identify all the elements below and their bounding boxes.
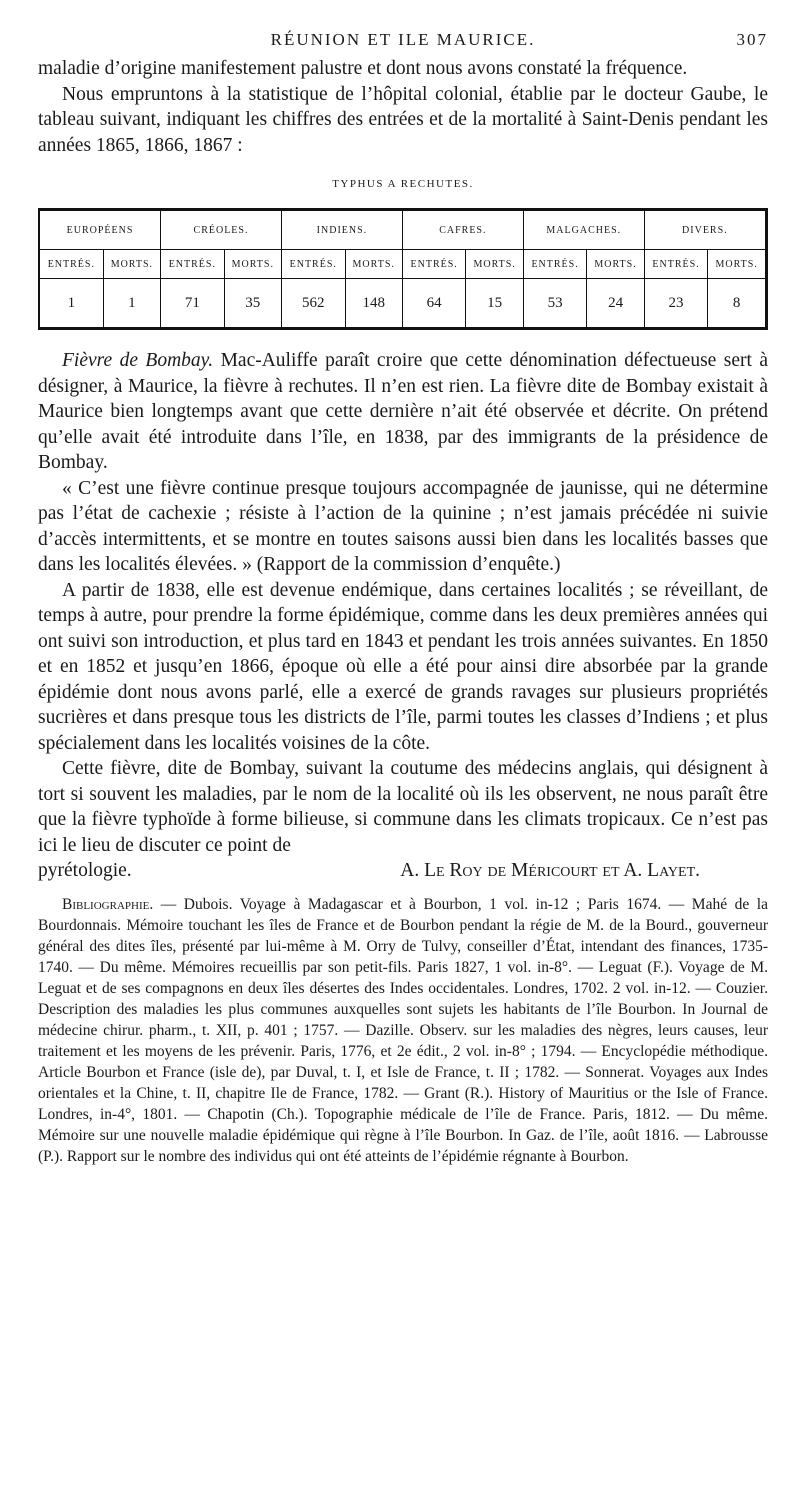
- table-cell: 53: [523, 279, 587, 329]
- paragraph-continuation: maladie d’origine manifestement palustre et dont nous avons constaté la fréquence.: [38, 58, 688, 79]
- section-heading: Fièvre de Bombay.: [62, 350, 214, 371]
- column-group: CAFRES.: [402, 210, 523, 250]
- table-subheader-row: [39, 250, 767, 279]
- column-header-morts: MORTS.: [708, 250, 767, 279]
- column-group: EUROPÉENS: [39, 210, 161, 250]
- column-header-morts: MORTS.: [587, 250, 644, 279]
- bibliography: [38, 894, 768, 1167]
- paragraph-fievre-bombay: [38, 348, 768, 476]
- paragraph-endemic: A partir de 1838, elle est devenue endémique, dans certaines localités ; se réveillant, de temps à autre, pour prendre la forme épidémique, comme dans les deux premières années qui ont suivi son introduction, et plus tard en 1843 et pendant les trois années suivantes. En 1850 et en 1852 et jusqu’en 1866, époque où elle a été pour ainsi dire absorbée par la grande épidémie dont nous avons parlé, elle a exercé de grands ravages sur plusieurs propriétés sucrières et dans presque tous les districts de l’île, parmi toutes les classes d’Indiens ; et plus spécialement dans les localités voisines de la côte.: [38, 579, 768, 754]
- paragraph-text: Mac-Auliffe paraît croire que cette dénomination défectueuse sert à désigner, à Maurice, la fièvre à rechutes. Il n’en est rien. La fièvre dite de Bombay existait à Maurice bien longtemps avant que cette dernière n’ait été observée et décrite. On prétend qu’elle avait été introduite dans l’île, en 1838, par des immigrants de la présidence de Bombay.: [38, 350, 769, 473]
- bibliography-text: — Dubois. Voyage à Madagascar et à Bourbon, 1 vol. in-12 ; Paris 1674. — Mahé de la Bourdonnais. Mémoire touchant les îles de France et de Bourbon pendant la régie de M. de la Bourd., gouverneur général des dites îles, présenté par lui-même à M. Orry de Tulvy, conseiller d’État, intendant des finances, 1735-1740. — Du même. Mémoires recueillis par son petit-fils. Paris 1827, 1 vol. in-8°. — Leguat (F.). Voyage de M. Leguat et de ses compagnons en deux îles désertes des Indes occidentales. Londres, 1702. 2 vol. in-12. — Couzier. Description des maladies les plus communes auxquelles sont sujets les habitants de l’île Bourbon. In Journal de médecine chirur. pharm., t. XII, p. 401 ; 1757. — Dazille. Observ. sur les maladies des nègres, leurs causes, leur traitement et les moyens de les prévenir. Paris, 1776, et 2e édit., 2 vol. in-8° ; 1794. — Encyclopédie méthodique. Article Bourbon et France (isle de), par Duval, t. I, et Isle de France, t. II ; 1782. — Sonnerat. Voyages aux Indes orientales et la Chine, t. II, chapitre Ile de France, 1782. — Grant (R.). History of Mauritius or the Isle of France. Londres, in-4°, 1801. — Chapotin (Ch.). Topographie médicale de l’île de France. Paris, 1812. — Du même. Mémoire sur une nouvelle maladie épidémique qui règne à l’île Bourbon. In Gaz. de l’île, août 1816. — Labrousse (P.). Rapport sur le nombre des individus qui ont été atteints de l’épidémie régnante à Bourbon.: [38, 895, 768, 1165]
- column-header-entres: ENTRÉS.: [402, 250, 466, 279]
- column-header-entres: ENTRÉS.: [644, 250, 708, 279]
- column-group: DIVERS.: [644, 210, 766, 250]
- document-page: [38, 30, 768, 1167]
- column-header-entres: ENTRÉS.: [523, 250, 587, 279]
- running-title: RÉUNION ET ILE MAURICE.: [270, 30, 536, 49]
- bibliography-label: Bibliographie.: [62, 895, 154, 913]
- column-header-entres: ENTRÉS.: [281, 250, 345, 279]
- column-group: INDIENS.: [281, 210, 402, 250]
- running-header: [38, 30, 768, 56]
- page-number: 307: [736, 30, 768, 49]
- signature-line: [38, 858, 768, 884]
- table-cell: 148: [345, 279, 402, 329]
- table-title: TYPHUS A RECHUTES.: [332, 178, 474, 190]
- column-header-morts: MORTS.: [466, 250, 523, 279]
- column-header-entres: ENTRÉS.: [161, 250, 225, 279]
- bibliography-paragraph: [38, 894, 768, 1167]
- table-cell: 15: [466, 279, 523, 329]
- column-header-morts: MORTS.: [345, 250, 402, 279]
- paragraph-intro-table: Nous empruntons à la statistique de l’hôpital colonial, établie par le docteur Gaube, le tableau suivant, indiquant les chiffres des entrées et de la mortalité à Saint-Denis pendant les années 1865, 1866, 1867 :: [38, 83, 768, 156]
- column-header-morts: MORTS.: [224, 250, 281, 279]
- last-word: pyrétologie.: [38, 860, 132, 881]
- column-group: MALGACHES.: [523, 210, 644, 250]
- fievre-section: [38, 348, 768, 884]
- table-cell: 562: [281, 279, 345, 329]
- column-header-entres: ENTRÉS.: [39, 250, 103, 279]
- paragraph-quote: « C’est une fièvre continue presque toujours accompagnée de jaunisse, qui ne détermine pas l’état de cachexie ; résiste à l’action de la quinine ; n’est jamais précédée ni suivie d’accès intermittents, et se montre en toutes saisons aussi bien dans les localités basses que dans les localités élevées. » (Rapport de la commission d’enquête.): [38, 477, 768, 575]
- statistics-table: [38, 208, 768, 330]
- table-cell: 1: [103, 279, 160, 329]
- table-cell: 23: [644, 279, 708, 329]
- authors: A. Le Roy de Méricourt et A. Layet.: [400, 860, 700, 881]
- column-group: CRÉOLES.: [161, 210, 282, 250]
- table-row: [39, 279, 767, 329]
- table-cell: 8: [708, 279, 767, 329]
- table-group-row: [39, 210, 767, 250]
- table-cell: 35: [224, 279, 281, 329]
- table-cell: 71: [161, 279, 225, 329]
- column-header-morts: MORTS.: [103, 250, 160, 279]
- body-text: [38, 56, 768, 158]
- table-cell: 64: [402, 279, 466, 329]
- paragraph-conclusion: Cette fièvre, dite de Bombay, suivant la coutume des médecins anglais, qui désignent à tort si souvent les maladies, par le nom de la localité où ils les observent, ne nous paraît être que la fièvre typhoïde à forme bilieuse, si commune dans les climats tropicaux. Ce n’est pas ici le lieu de discuter ce point de: [38, 758, 768, 856]
- table-cell: 1: [39, 279, 103, 329]
- table-cell: 24: [587, 279, 644, 329]
